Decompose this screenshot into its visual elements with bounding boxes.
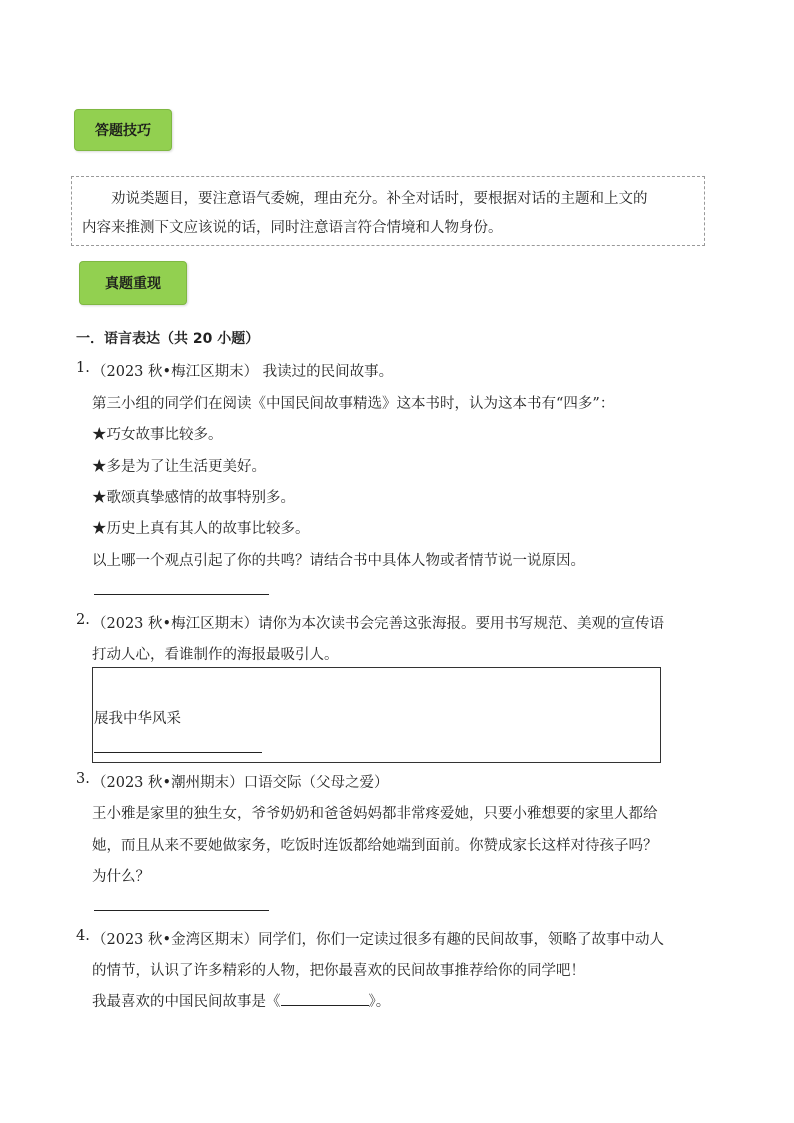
q1-intro: 第三小组的同学们在阅读《中国民间故事精选》这本书时，认为这本书有“四多”： [92, 396, 615, 412]
q4-story-blank[interactable] [281, 991, 369, 1006]
q3-head: （2023 秋•潮州期末）口语交际（父母之爱） [92, 775, 389, 791]
q3-line-3: 为什么？ [92, 869, 150, 885]
q1-item-1: ★巧女故事比较多。 [92, 427, 223, 443]
q1-head: （2023 秋•梅江区期末） 我读过的民间故事。 [92, 364, 394, 380]
q4-number: 4. [76, 928, 90, 944]
q4-line-3-pre: 我最喜欢的中国民间故事是《 [92, 994, 281, 1010]
tips-tag: 答题技巧 [74, 109, 172, 151]
q1-answer-blank[interactable] [94, 594, 269, 595]
q4-line-2: 的情节，认识了许多精彩的人物，把你最喜欢的民间故事推荐给你的同学吧！ [92, 963, 585, 979]
tips-line-1: 劝说类题目，要注意语气委婉，理由充分。补全对话时，要根据对话的主题和上文的 [111, 191, 648, 207]
q1-item-3: ★歌颂真挚感情的故事特别多。 [92, 490, 295, 506]
poster-text: 展我中华风采 [94, 711, 181, 727]
q1-question: 以上哪一个观点引起了你的共鸣？请结合书中具体人物或者情节说一说原因。 [92, 553, 585, 569]
q3-line-1: 王小雅是家里的独生女，爷爷奶奶和爸爸妈妈都非常疼爱她，只要小雅想要的家里人都给 [92, 806, 658, 822]
real-questions-tag: 真题重现 [79, 261, 187, 305]
q2-line-2: 打动人心，看谁制作的海报最吸引人。 [92, 647, 339, 663]
q2-answer-blank[interactable] [94, 752, 262, 753]
q3-line-2: 她，而且从来不要她做家务，吃饭时连饭都给她端到面前。你赞成家长这样对待孩子吗？ [92, 838, 658, 854]
q4-line-3 [92, 990, 390, 1011]
q1-item-2: ★多是为了让生活更美好。 [92, 459, 266, 475]
q2-number: 2. [76, 612, 90, 628]
q4-line-3-post: 》。 [368, 994, 391, 1010]
tips-line-2: 内容来推测下文应该说的话，同时注意语言符合情境和人物身份。 [82, 220, 503, 236]
q3-number: 3. [76, 771, 90, 787]
q4-line-1: （2023 秋•金湾区期末）同学们，你们一定读过很多有趣的民间故事，领略了故事中动人 [92, 932, 665, 948]
q1-item-4: ★历史上真有其人的故事比较多。 [92, 521, 310, 537]
section-title: 一．语言表达（共 20 小题） [76, 331, 260, 347]
q1-number: 1. [76, 360, 90, 376]
q2-line-1: （2023 秋•梅江区期末）请你为本次读书会完善这张海报。要用书写规范、美观的宣传语 [92, 616, 665, 632]
q3-answer-blank[interactable] [94, 910, 269, 911]
tips-box [71, 176, 705, 246]
